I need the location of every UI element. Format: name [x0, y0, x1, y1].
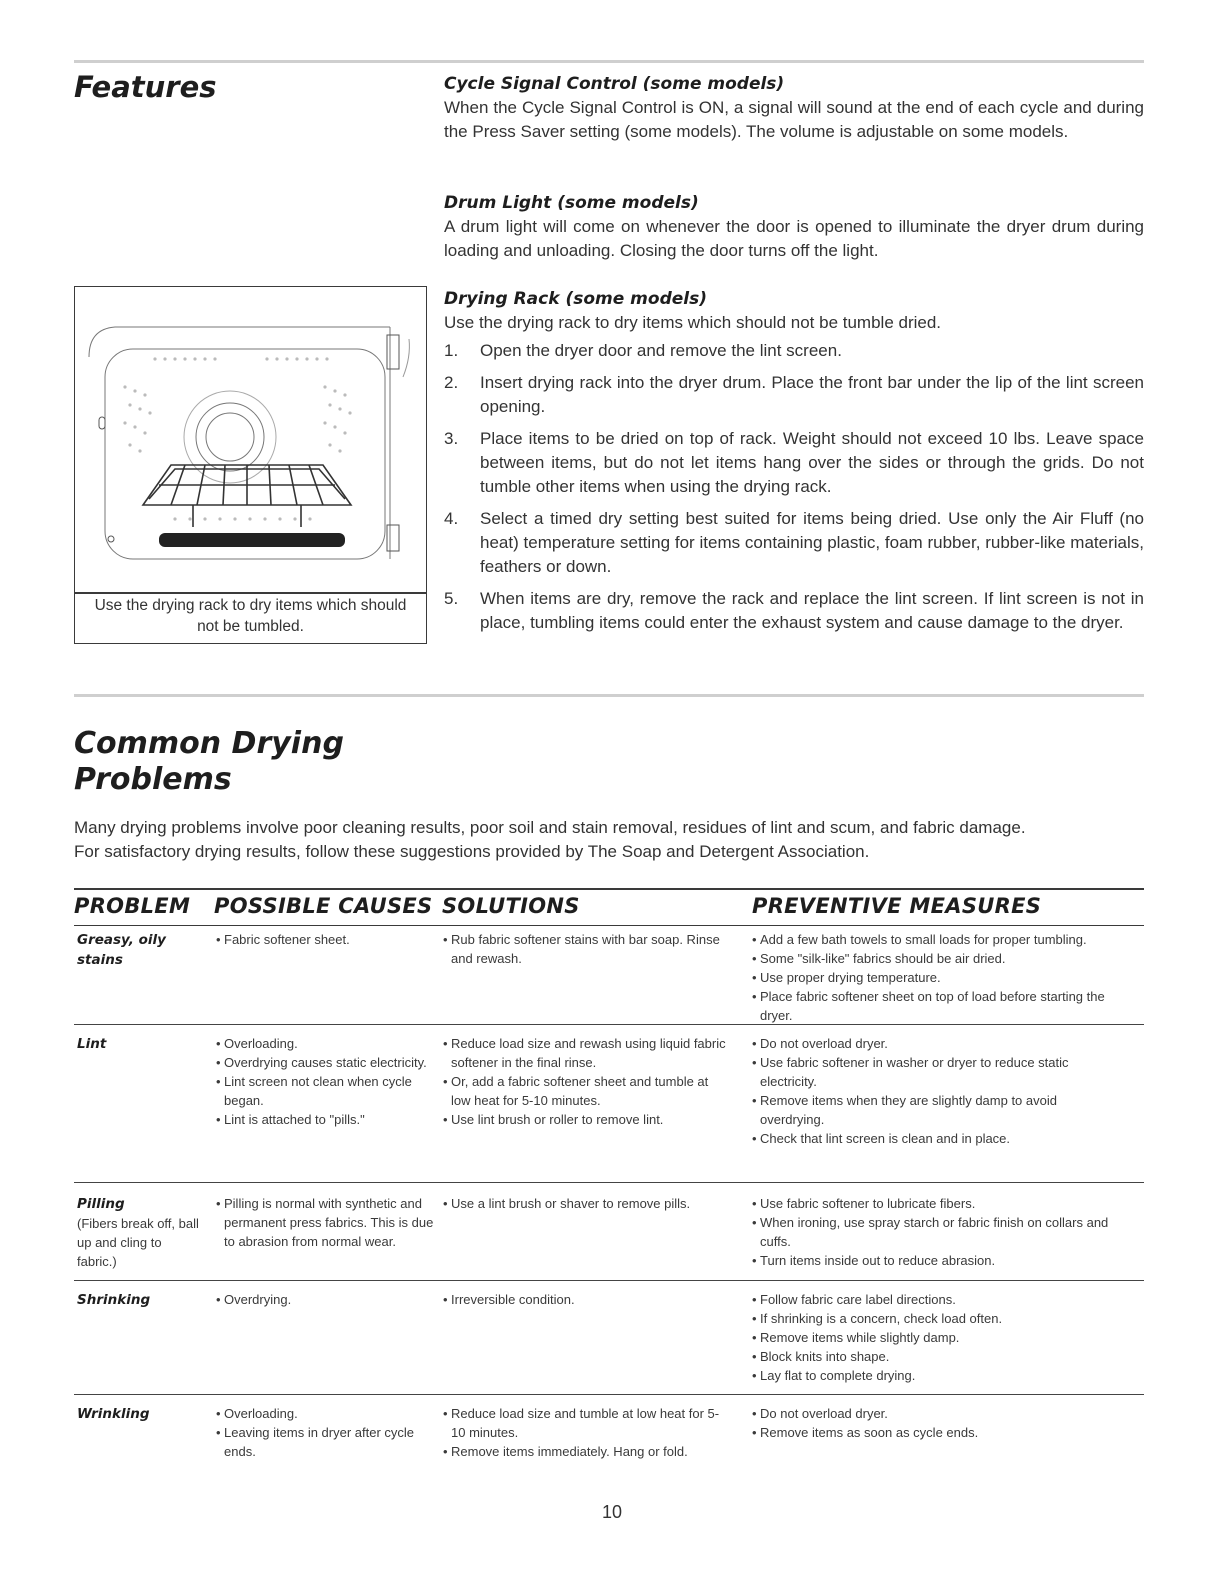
- problems-intro-line1: Many drying problems involve poor cleaning results, poor soil and stain removal, residues of lint and scum, and fabric damage.: [74, 818, 1026, 837]
- causes-cell: • Overloading. • Overdrying causes static electricity. • Lint screen not clean when cycle began. • Lint is attached to "pills.": [214, 1034, 442, 1129]
- step-item: 5. When items are dry, remove the rack and replace the lint screen. If lint screen is not in place, tumbling items could enter the exhaust system and cause damage to the dryer.: [444, 589, 1144, 632]
- drying-rack-intro: Use the drying rack to dry items which should not be tumble dried.: [444, 313, 942, 332]
- solutions-cell: • Reduce load size and rewash using liquid fabric softener in the final rinse. • Or, add a fabric softener sheet and tumble at low heat for 5-10 minutes. • Use lint brush or roller to remove lint.: [441, 1034, 731, 1129]
- rack-front-bar: [159, 533, 345, 547]
- preventive-cell: • Add a few bath towels to small loads for proper tumbling. • Some "silk-like" fabrics should be air dried. • Use proper drying temperature. • Place fabric softener sheet on top of load before starting the dryer.: [750, 930, 1120, 1025]
- preventive-cell: • Do not overload dryer. • Use fabric softener in washer or dryer to reduce static electricity. • Remove items when they are slightly damp to avoid overdrying. • Check that lint screen is clean and in place.: [750, 1034, 1120, 1148]
- causes-cell: • Pilling is normal with synthetic and permanent press fabrics. This is due to abrasion from normal wear.: [214, 1194, 442, 1251]
- drying-rack-section: [444, 287, 1144, 643]
- drum-light-heading: Drum Light (some models): [444, 193, 699, 213]
- solutions-cell: • Irreversible condition.: [441, 1290, 731, 1309]
- top-rule: [74, 60, 1144, 63]
- drum-light-section: [444, 191, 1144, 263]
- problem-cell: [77, 1290, 202, 1310]
- problems-intro: [74, 816, 1154, 864]
- cycle-signal-text: When the Cycle Signal Control is ON, a signal will sound at the end of each cycle and during the Press Saver setting (some models). The volume is adjustable on some models.: [444, 98, 1144, 141]
- drying-rack-figure: [74, 286, 427, 644]
- preventive-cell: • Use fabric softener to lubricate fibers. • When ironing, use spray starch or fabric finish on collars and cuffs. • Turn items inside out to reduce abrasion.: [750, 1194, 1120, 1270]
- cycle-signal-section: [444, 72, 1144, 144]
- causes-cell: • Overloading. • Leaving items in dryer after cycle ends.: [214, 1404, 442, 1461]
- table-row-greasy: [74, 930, 1144, 1025]
- table-row-pilling: [74, 1194, 1144, 1281]
- header-solutions: SOLUTIONS: [442, 894, 580, 918]
- header-preventive-measures: PREVENTIVE MEASURES: [752, 894, 1042, 918]
- solutions-cell: • Rub fabric softener stains with bar soap. Rinse and rewash.: [441, 930, 731, 968]
- problem-cell: [77, 1034, 202, 1054]
- table-row-shrinking: [74, 1290, 1144, 1395]
- causes-cell: • Overdrying.: [214, 1290, 442, 1309]
- solutions-cell: • Use a lint brush or shaver to remove pills.: [441, 1194, 731, 1213]
- header-problem: PROBLEM: [74, 894, 191, 918]
- causes-cell: • Fabric softener sheet.: [214, 930, 442, 949]
- problem-name: Wrinkling: [77, 1406, 150, 1422]
- problem-name: Pilling: [77, 1196, 125, 1212]
- problems-title-line2: Problems: [74, 762, 232, 797]
- cycle-signal-heading: Cycle Signal Control (some models): [444, 74, 785, 94]
- step-item: 4. Select a timed dry setting best suited for items being dried. Use only the Air Fluff (no heat) temperature setting for items containing plastic, foam rubber, rubber-like materials, feathers or down.: [444, 509, 1144, 576]
- drum-light-text: A drum light will come on whenever the door is opened to illuminate the dryer drum during loading and unloading. Closing the door turns off the light.: [444, 217, 1144, 260]
- step-item: 2. Insert drying rack into the dryer drum. Place the front bar under the lip of the lint screen opening.: [444, 373, 1144, 416]
- problem-name: Lint: [77, 1036, 107, 1052]
- problem-cell: [77, 1404, 202, 1424]
- page-number: 10: [601, 1502, 623, 1522]
- features-title: Features: [74, 70, 217, 104]
- problem-cell: [77, 1194, 202, 1271]
- step-item: 3. Place items to be dried on top of rack. Weight should not exceed 10 lbs. Leave space between items, but do not let items hang over the sides or through the grids. Do not tumble other items when using the drying rack.: [444, 429, 1144, 496]
- drying-rack-steps: [444, 339, 1144, 635]
- problem-cell: [77, 930, 202, 970]
- middle-rule: [74, 694, 1144, 697]
- problems-intro-line2: For satisfactory drying results, follow these suggestions provided by The Soap and Detergent Association.: [74, 842, 870, 861]
- figure-caption: Use the drying rack to dry items which should not be tumbled.: [94, 597, 407, 635]
- preventive-cell: • Follow fabric care label directions. • If shrinking is a concern, check load often. • Remove items while slightly damp. • Block knits into shape. • Lay flat to complete drying.: [750, 1290, 1120, 1385]
- problem-name: Shrinking: [77, 1292, 151, 1308]
- problems-table-header: [74, 888, 1144, 926]
- step-item: 1. Open the dryer door and remove the lint screen.: [444, 341, 842, 360]
- solutions-cell: • Reduce load size and tumble at low heat for 5-10 minutes. • Remove items immediately. Hang or fold.: [441, 1404, 731, 1461]
- table-row-wrinkling: [74, 1404, 1144, 1484]
- dryer-drum-illustration: [75, 287, 425, 587]
- problem-description: (Fibers break off, ball up and cling to fabric.): [77, 1216, 199, 1269]
- preventive-cell: • Do not overload dryer. • Remove items as soon as cycle ends.: [750, 1404, 1120, 1442]
- table-row-lint: [74, 1034, 1144, 1183]
- caption-separator: [75, 592, 426, 594]
- problems-title-line1: Common Drying: [74, 726, 344, 761]
- header-possible-causes: POSSIBLE CAUSES: [214, 894, 433, 918]
- problem-name: Greasy, oily stains: [77, 932, 166, 968]
- drying-rack-heading: Drying Rack (some models): [444, 289, 707, 309]
